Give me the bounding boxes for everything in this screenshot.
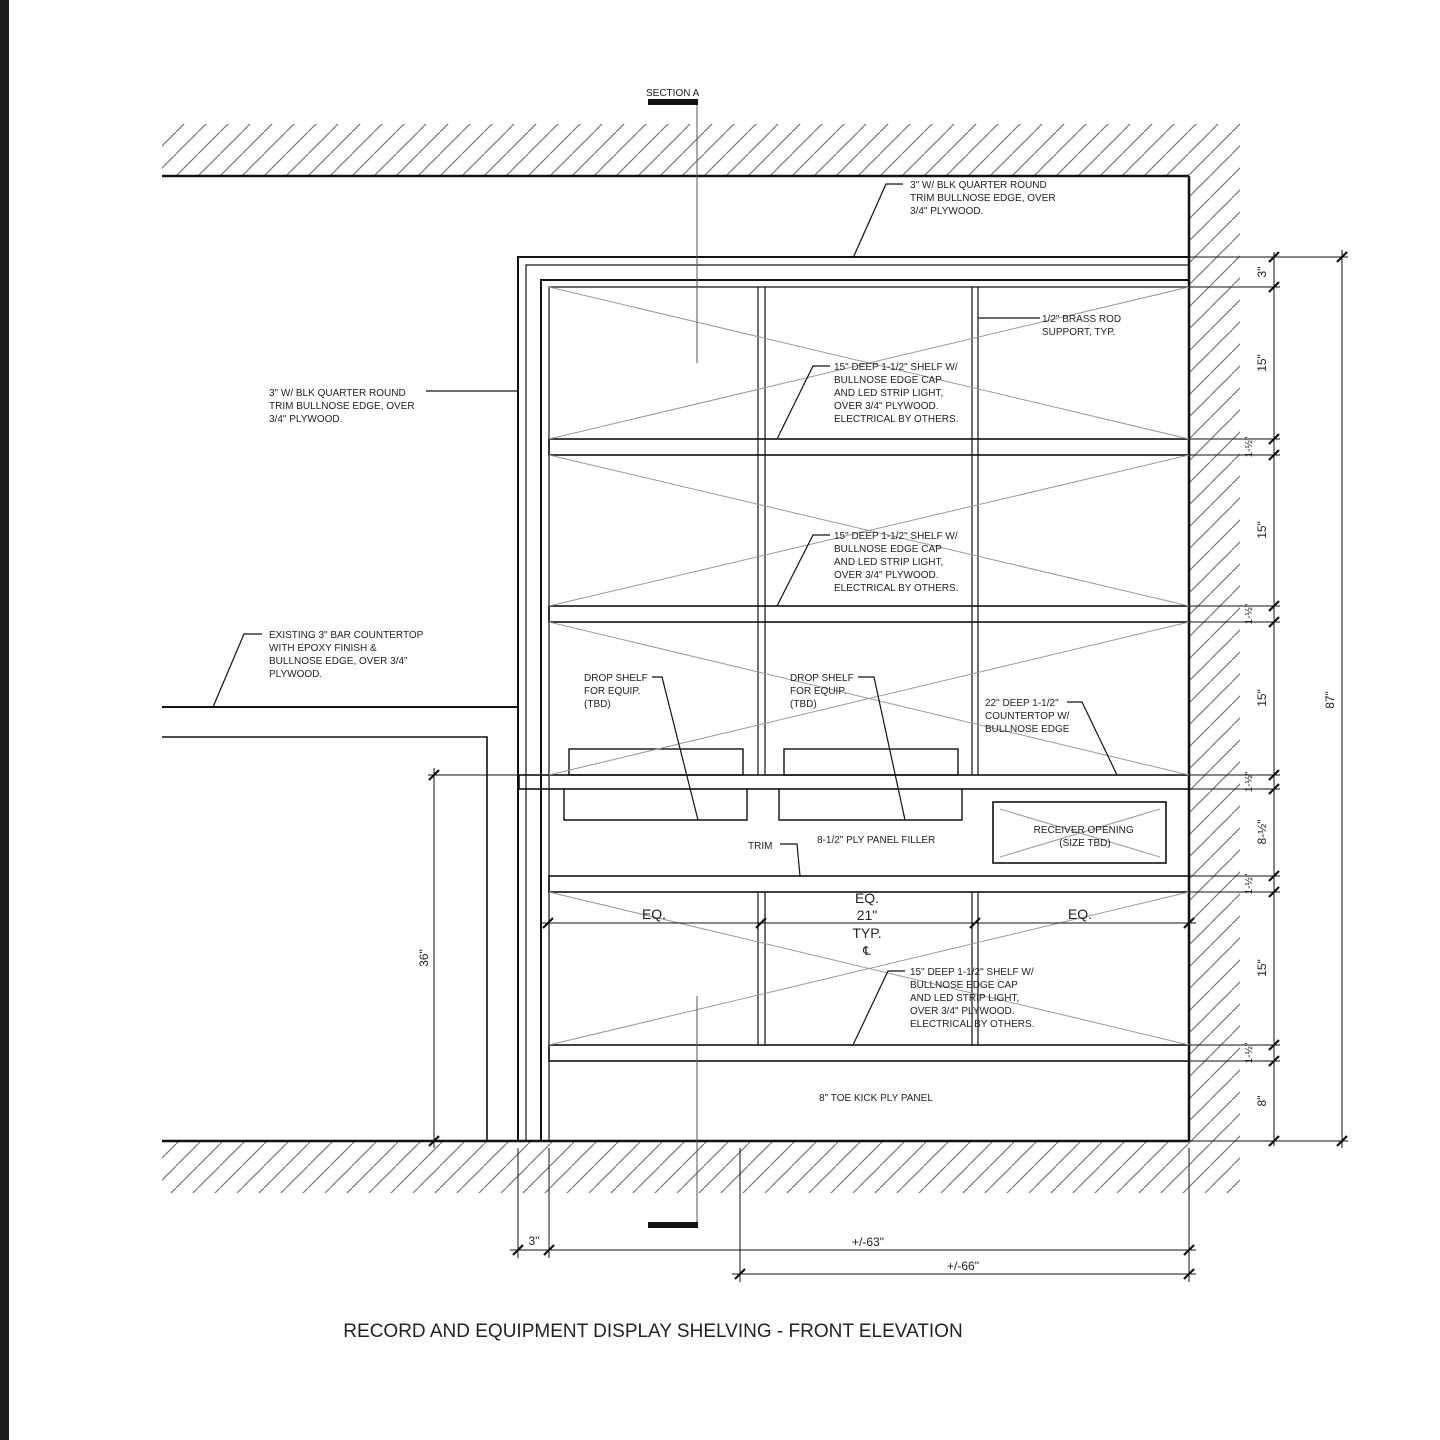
countertop (519, 775, 1189, 789)
note-left-trim: 3" W/ BLK QUARTER ROUND TRIM BULLNOSE EDGE, OVER 3/4" PLYWOOD. (269, 388, 415, 425)
note-receiver-opening: RECEIVER OPENING (SIZE TBD) (1033, 825, 1134, 849)
dim-typ: TYP. (852, 925, 882, 941)
note-toe-kick: 8" TOE KICK PLY PANEL (819, 1093, 933, 1104)
dim-eq-left: EQ. (641, 906, 667, 922)
note-shelf-1: 15" DEEP 1-1/2" SHELF W/ BULLNOSE EDGE CAP AND LED STRIP LIGHT, OVER 3/4" PLYWOOD. ELECTRICAL BY OTHERS. (834, 362, 959, 425)
wall-hatch (1189, 176, 1240, 1141)
dim-overall-height: 87" (1323, 691, 1337, 709)
dim-width-63: +/-63" (852, 1235, 884, 1249)
dim-filler: 8-½" (1255, 819, 1269, 845)
dim-bay-1: 15" (1255, 354, 1269, 372)
shelf-1 (549, 439, 1189, 455)
dim-counter-height: 36" (417, 949, 431, 967)
existing-counter-face (162, 737, 487, 1141)
section-cut-marker (648, 99, 698, 1228)
note-existing-counter: EXISTING 3" BAR COUNTERTOP WITH EPOXY FINISH & BULLNOSE EDGE, OVER 3/4" PLYWOOD. (269, 630, 424, 680)
note-panel-filler: 8-1/2" PLY PANEL FILLER (817, 835, 936, 846)
section-label: SECTION A (646, 88, 700, 99)
dim-countertop: 1-½" (1244, 771, 1255, 793)
dim-bay-2: 15" (1255, 521, 1269, 539)
note-brass-rod: 1/2" BRASS ROD SUPPORT, TYP. (1042, 314, 1122, 338)
ceiling-hatch (162, 124, 1240, 176)
centerline-symbol: ℄ (863, 944, 871, 958)
drawing-title: RECORD AND EQUIPMENT DISPLAY SHELVING - FRONT ELEVATION (343, 1321, 963, 1342)
dim-eq-right: EQ. (1067, 906, 1093, 922)
dim-bay-4: 15" (1255, 959, 1269, 977)
note-shelf-2: 15" DEEP 1-1/2" SHELF W/ BULLNOSE EDGE CAP AND LED STRIP LIGHT, OVER 3/4" PLYWOOD. ELECTRICAL BY OTHERS. (834, 531, 959, 594)
note-top-trim: 3" W/ BLK QUARTER ROUND TRIM BULLNOSE EDGE, OVER 3/4" PLYWOOD. (910, 180, 1056, 217)
counter-height-dimension (428, 768, 519, 1148)
shelf-2 (549, 606, 1189, 622)
right-dimension-labels (1244, 267, 1269, 1107)
drop-shelf-1 (569, 749, 743, 775)
dim-eq-mid: EQ. (854, 890, 880, 906)
note-countertop: 22" DEEP 1-1/2" COUNTERTOP W/ BULLNOSE EDGE (985, 698, 1070, 735)
shelf-3 (549, 1045, 1189, 1061)
dim-shelf-2: 1-½" (1244, 603, 1255, 625)
dim-bay-3: 15" (1255, 689, 1269, 707)
dim-toe-kick: 8" (1255, 1095, 1269, 1107)
dim-bay-width: 21" (856, 907, 878, 923)
dim-panel-trim: 1-½" (1244, 873, 1255, 895)
drop-shelf-2 (784, 749, 958, 775)
floor-hatch (162, 1141, 1240, 1193)
dim-top-trim: 3" (1255, 266, 1269, 278)
note-shelf-3: 15" DEEP 1-1/2" SHELF W/ BULLNOSE EDGE CAP AND LED STRIP LIGHT, OVER 3/4" PLYWOOD. ELECTRICAL BY OTHERS. (910, 967, 1035, 1030)
dim-trim-width: 3" (528, 1234, 540, 1248)
dim-shelf-1: 1-½" (1244, 436, 1255, 458)
note-trim: TRIM (748, 841, 773, 852)
note-drop-shelf-1: DROP SHELF FOR EQUIP. (TBD) (584, 673, 648, 710)
dim-width-66: +/-66" (947, 1259, 979, 1273)
note-drop-shelf-2: DROP SHELF FOR EQUIP. (TBD) (790, 673, 854, 710)
dim-shelf-3: 1-½" (1244, 1042, 1255, 1064)
